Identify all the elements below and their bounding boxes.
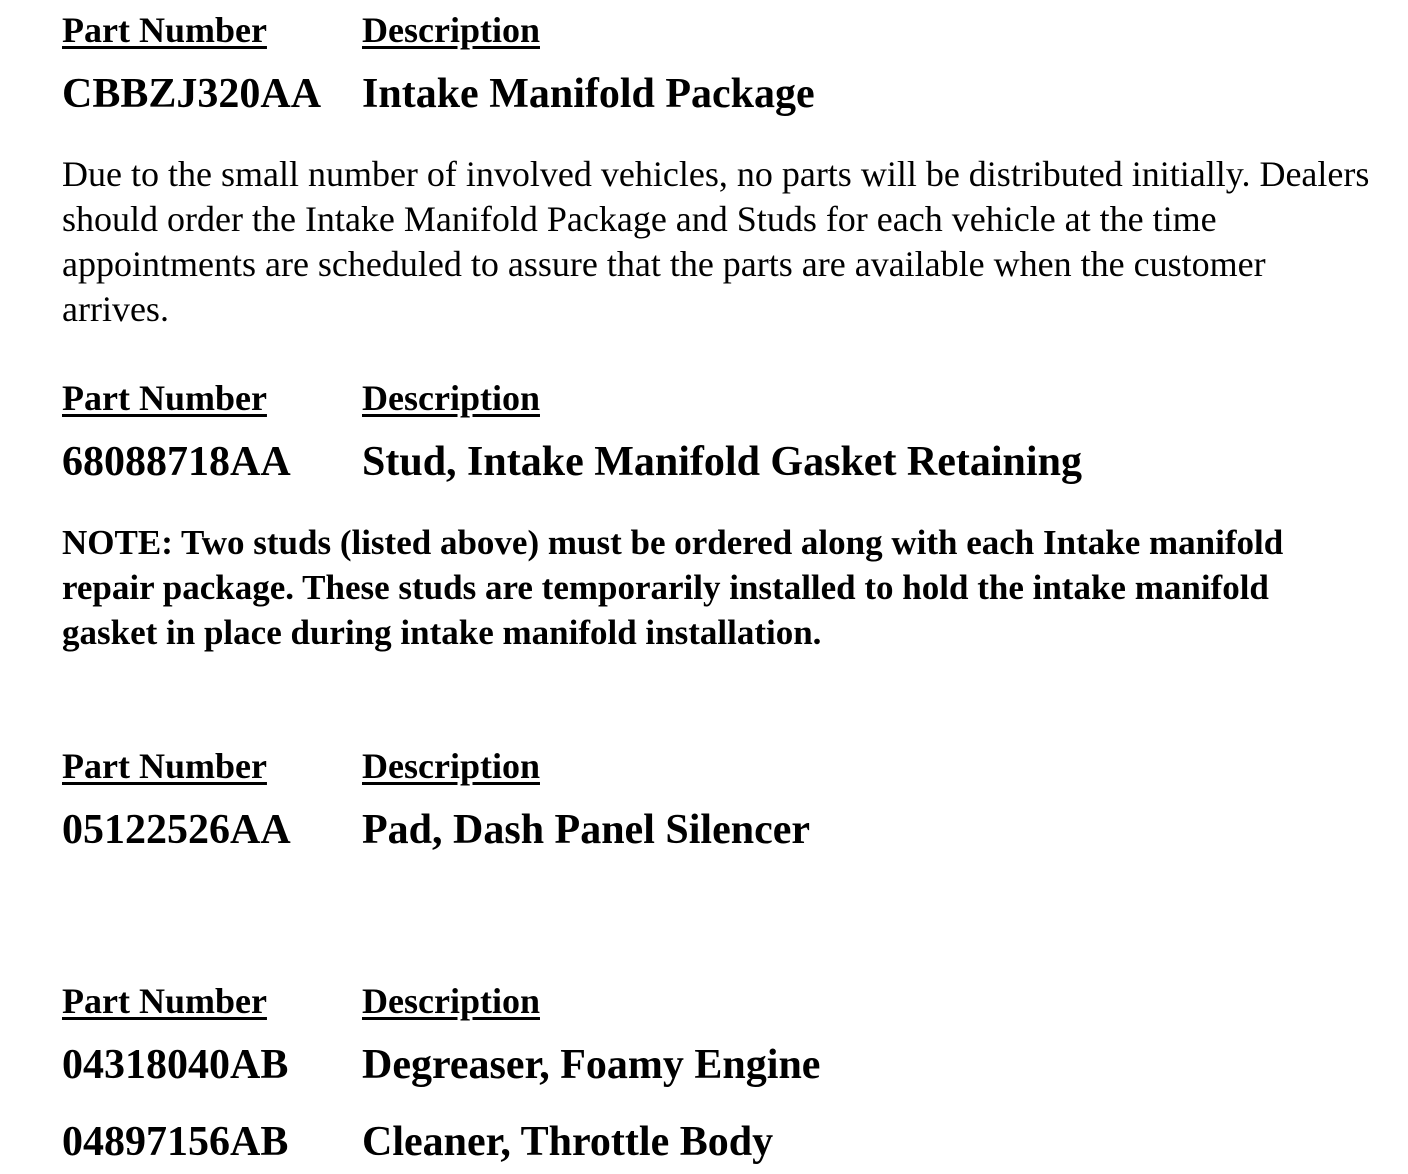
part-number: CBBZJ320AA xyxy=(62,71,322,117)
part-number: 04897156AB xyxy=(62,1119,289,1165)
part-number-header: Part Number xyxy=(62,10,267,50)
part-number: 68088718AA xyxy=(62,439,291,485)
part-description: Stud, Intake Manifold Gasket Retaining xyxy=(362,439,1082,485)
description-header: Description xyxy=(362,981,540,1021)
note-paragraph: NOTE: Two studs (listed above) must be ordered along with each Intake manifold repair package. These studs are temporarily installed to hold the intake manifold gasket in place during intake manifold installation. xyxy=(62,523,1284,652)
description-header: Description xyxy=(362,10,540,50)
part-number: 05122526AA xyxy=(62,807,291,853)
part-description: Cleaner, Throttle Body xyxy=(362,1119,774,1165)
part-description: Intake Manifold Package xyxy=(362,71,815,117)
part-number-header: Part Number xyxy=(62,981,267,1021)
part-description: Degreaser, Foamy Engine xyxy=(362,1042,821,1088)
part-number-header: Part Number xyxy=(62,746,267,786)
description-header: Description xyxy=(362,378,540,418)
ordering-paragraph: Due to the small number of involved vehicles, no parts will be distributed initially. Dealers should order the Intake Manifold Package and Studs for each vehicle at the time appointments are scheduled to assure that the parts are available when the customer arrives. xyxy=(62,154,1370,329)
part-description: Pad, Dash Panel Silencer xyxy=(362,807,810,853)
description-header: Description xyxy=(362,746,540,786)
part-number-header: Part Number xyxy=(62,378,267,418)
part-number: 04318040AB xyxy=(62,1042,289,1088)
